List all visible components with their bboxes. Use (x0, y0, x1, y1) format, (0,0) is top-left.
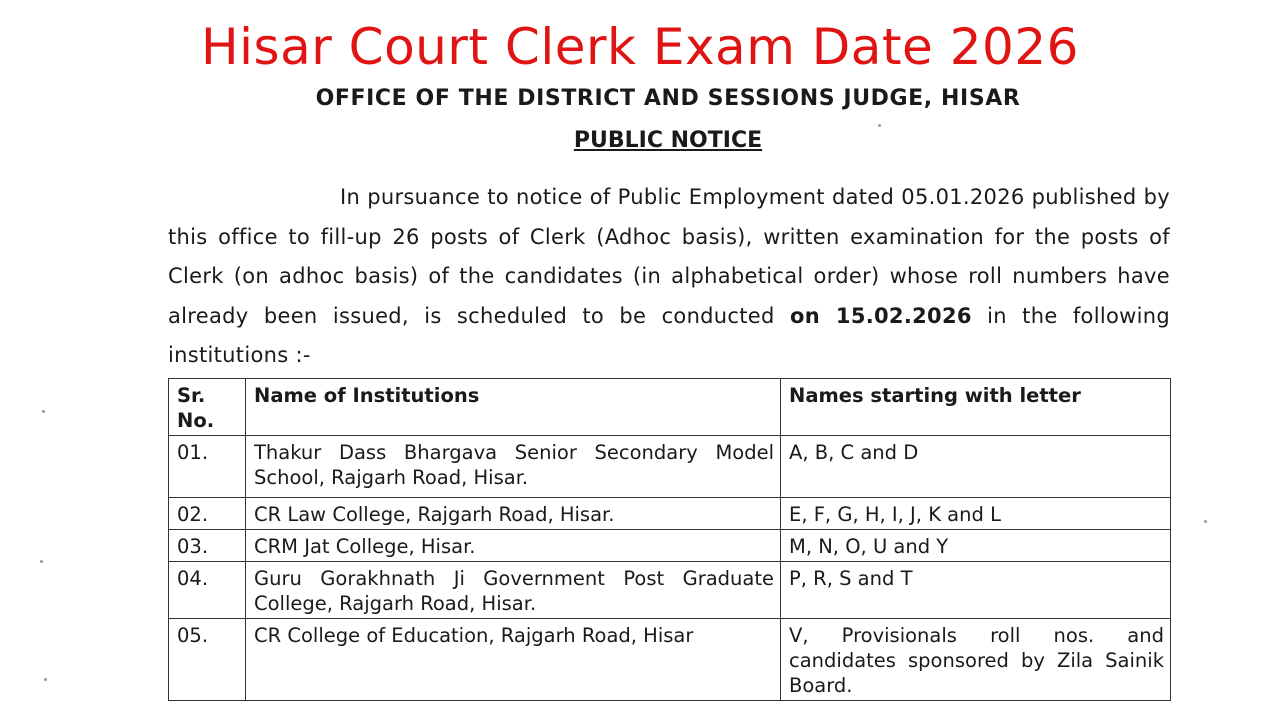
institution-cell: CR College of Education, Rajgarh Road, Hisar (246, 619, 781, 701)
table-header-row (169, 379, 1171, 436)
notice-body-text: In pursuance to notice of Public Employment dated 05.01.2026 published by this office to fill-up 26 posts of Clerk (Adhoc basis), written examination for the posts of Clerk (on adhoc basis) of the candidates (in alphabetical order) whose roll numbers have already been issued, is scheduled to be conducted (168, 185, 1170, 328)
banner-title: Hisar Court Clerk Exam Date 2026 (201, 18, 1079, 76)
scan-speck (42, 410, 45, 413)
scan-speck (44, 678, 47, 681)
scan-speck (1204, 520, 1207, 523)
institutions-table (168, 378, 1171, 701)
institution-cell: CRM Jat College, Hisar. (246, 530, 781, 562)
table-row (169, 498, 1171, 530)
header-letters: Names starting with letter (781, 379, 1171, 436)
scan-speck (878, 124, 881, 127)
sr-cell: 04. (169, 562, 246, 619)
institution-cell: Thakur Dass Bhargava Senior Secondary Model School, Rajgarh Road, Hisar. (246, 436, 781, 498)
sr-cell: 01. (169, 436, 246, 498)
table-row (169, 619, 1171, 701)
sr-cell: 02. (169, 498, 246, 530)
header-institution: Name of Institutions (246, 379, 781, 436)
notice-body (168, 178, 1170, 376)
notice-body-tail: in the following institutions :- (168, 303, 1170, 367)
letters-cell: E, F, G, H, I, J, K and L (781, 498, 1171, 530)
scan-speck (40, 560, 43, 563)
table-row (169, 530, 1171, 562)
table-row (169, 436, 1171, 498)
office-heading: OFFICE OF THE DISTRICT AND SESSIONS JUDGE, HISAR (315, 86, 1021, 111)
sr-cell: 03. (169, 530, 246, 562)
exam-date: on 15.02.2026 (789, 303, 972, 328)
letters-cell: V, Provisionals roll nos. and candidates sponsored by Zila Sainik Board. (781, 619, 1171, 701)
header-sr-no: Sr. No. (169, 379, 246, 436)
institution-cell: Guru Gorakhnath Ji Government Post Graduate College, Rajgarh Road, Hisar. (246, 562, 781, 619)
sr-cell: 05. (169, 619, 246, 701)
institution-cell: CR Law College, Rajgarh Road, Hisar. (246, 498, 781, 530)
letters-cell: M, N, O, U and Y (781, 530, 1171, 562)
notice-title: PUBLIC NOTICE (573, 128, 763, 153)
letters-cell: A, B, C and D (781, 436, 1171, 498)
letters-cell: P, R, S and T (781, 562, 1171, 619)
table-row (169, 562, 1171, 619)
